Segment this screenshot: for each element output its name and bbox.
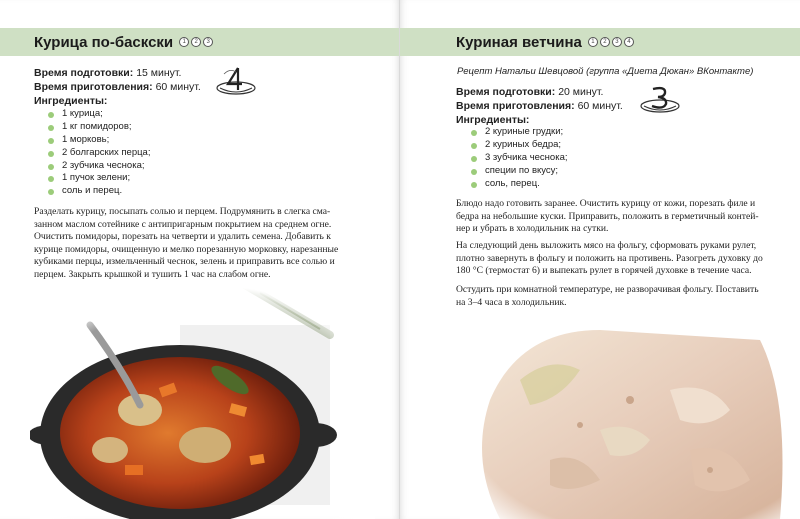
list-item: 1 кг помидоров; <box>48 121 150 134</box>
instructions-left: Разделать курицу, посыпать солью и перцем. Подрумянить в слегка сма- занном маслом сотейнике с антипригарным покрытием на среднем огне. Очистить помидоры, порезать на четверти и удалить семена. Добавить к курице помидоры, очищенную и мелко порезанную морковку, нарезанные кубиками перцы, измельченный чеснок, зелень и приправить все солью и перцем. Закрыть крышкой и тушить 1 час на слабом огне. <box>34 206 339 280</box>
list-item: 2 болгарских перца; <box>48 147 150 160</box>
list-item: 2 куриные грудки; <box>471 126 568 139</box>
difficulty-1-icon: 1 <box>179 37 189 47</box>
difficulty-rating-right <box>588 37 634 47</box>
difficulty-3-icon: 3 <box>612 37 622 47</box>
prep-time-left <box>34 66 181 80</box>
list-item: соль, перец. <box>471 178 568 191</box>
prep-value: 20 минут. <box>558 86 604 98</box>
prep-label: Время подготовки: <box>456 86 556 98</box>
list-item: соль и перец. <box>48 185 150 198</box>
list-item: специи по вкусу; <box>471 165 568 178</box>
cook-value: 60 минут. <box>155 81 201 93</box>
title-band-left <box>0 28 400 56</box>
list-item: 2 куриных бедра; <box>471 139 568 152</box>
chef-hat-3-icon <box>638 84 682 114</box>
prep-label: Время подготовки: <box>34 67 134 79</box>
list-item: 2 зубчика чеснока; <box>48 160 150 173</box>
chicken-stew-photo <box>30 285 375 519</box>
prep-time-right <box>456 85 603 99</box>
ingredients-heading-right: Ингредиенты: <box>456 114 530 126</box>
difficulty-2-icon: 2 <box>191 37 201 47</box>
recipe-title-right: Куриная ветчина <box>456 33 582 51</box>
cook-time-right <box>456 99 623 113</box>
chef-hat-4-icon <box>214 66 258 96</box>
recipe-author: Рецепт Натальи Шевцовой (группа «Диета Дюкан» ВКонтакте) <box>457 66 754 77</box>
instructions-right-3: Остудить при комнатной температуре, не разворачивая фольгу. Поставить на 3–4 часа в холодильник. <box>456 284 759 308</box>
ingredient-list-right <box>471 126 568 190</box>
list-item: 1 курица; <box>48 108 150 121</box>
prep-value: 15 минут. <box>136 67 182 79</box>
list-item: 1 пучок зелени; <box>48 172 150 185</box>
title-band-right <box>400 28 800 56</box>
list-item: 1 морковь; <box>48 134 150 147</box>
difficulty-rating-left <box>179 37 213 47</box>
ingredients-heading-left: Ингредиенты: <box>34 95 108 107</box>
cook-value: 60 минут. <box>577 100 623 112</box>
instructions-right-2: На следующий день выложить мясо на фольгу, сформовать руками рулет, плотно завернуть в фольгу и положить на противень. Разогреть духовку до 180 °С (термостат 6) и выпекать рулет в горячей духовке в течение часа. <box>456 240 763 277</box>
cook-label: Время приготовления: <box>456 100 575 112</box>
list-item: 3 зубчика чеснока; <box>471 152 568 165</box>
cook-time-left <box>34 80 201 94</box>
recipe-title-left: Курица по-баскски <box>34 33 174 51</box>
cook-label: Время приготовления: <box>34 81 153 93</box>
difficulty-4-icon: 4 <box>624 37 634 47</box>
chicken-ham-photo <box>460 310 800 519</box>
difficulty-2-icon: 2 <box>600 37 610 47</box>
right-page <box>400 0 800 519</box>
instructions-right-1: Блюдо надо готовить заранее. Очистить курицу от кожи, порезать филе и бедра на небольшие куски. Приправить, положить в герметичный контей- нер и убрать в холодильник на сутки. <box>456 198 759 235</box>
ingredient-list-left <box>48 108 150 198</box>
difficulty-3-icon: 3 <box>203 37 213 47</box>
difficulty-1-icon: 1 <box>588 37 598 47</box>
